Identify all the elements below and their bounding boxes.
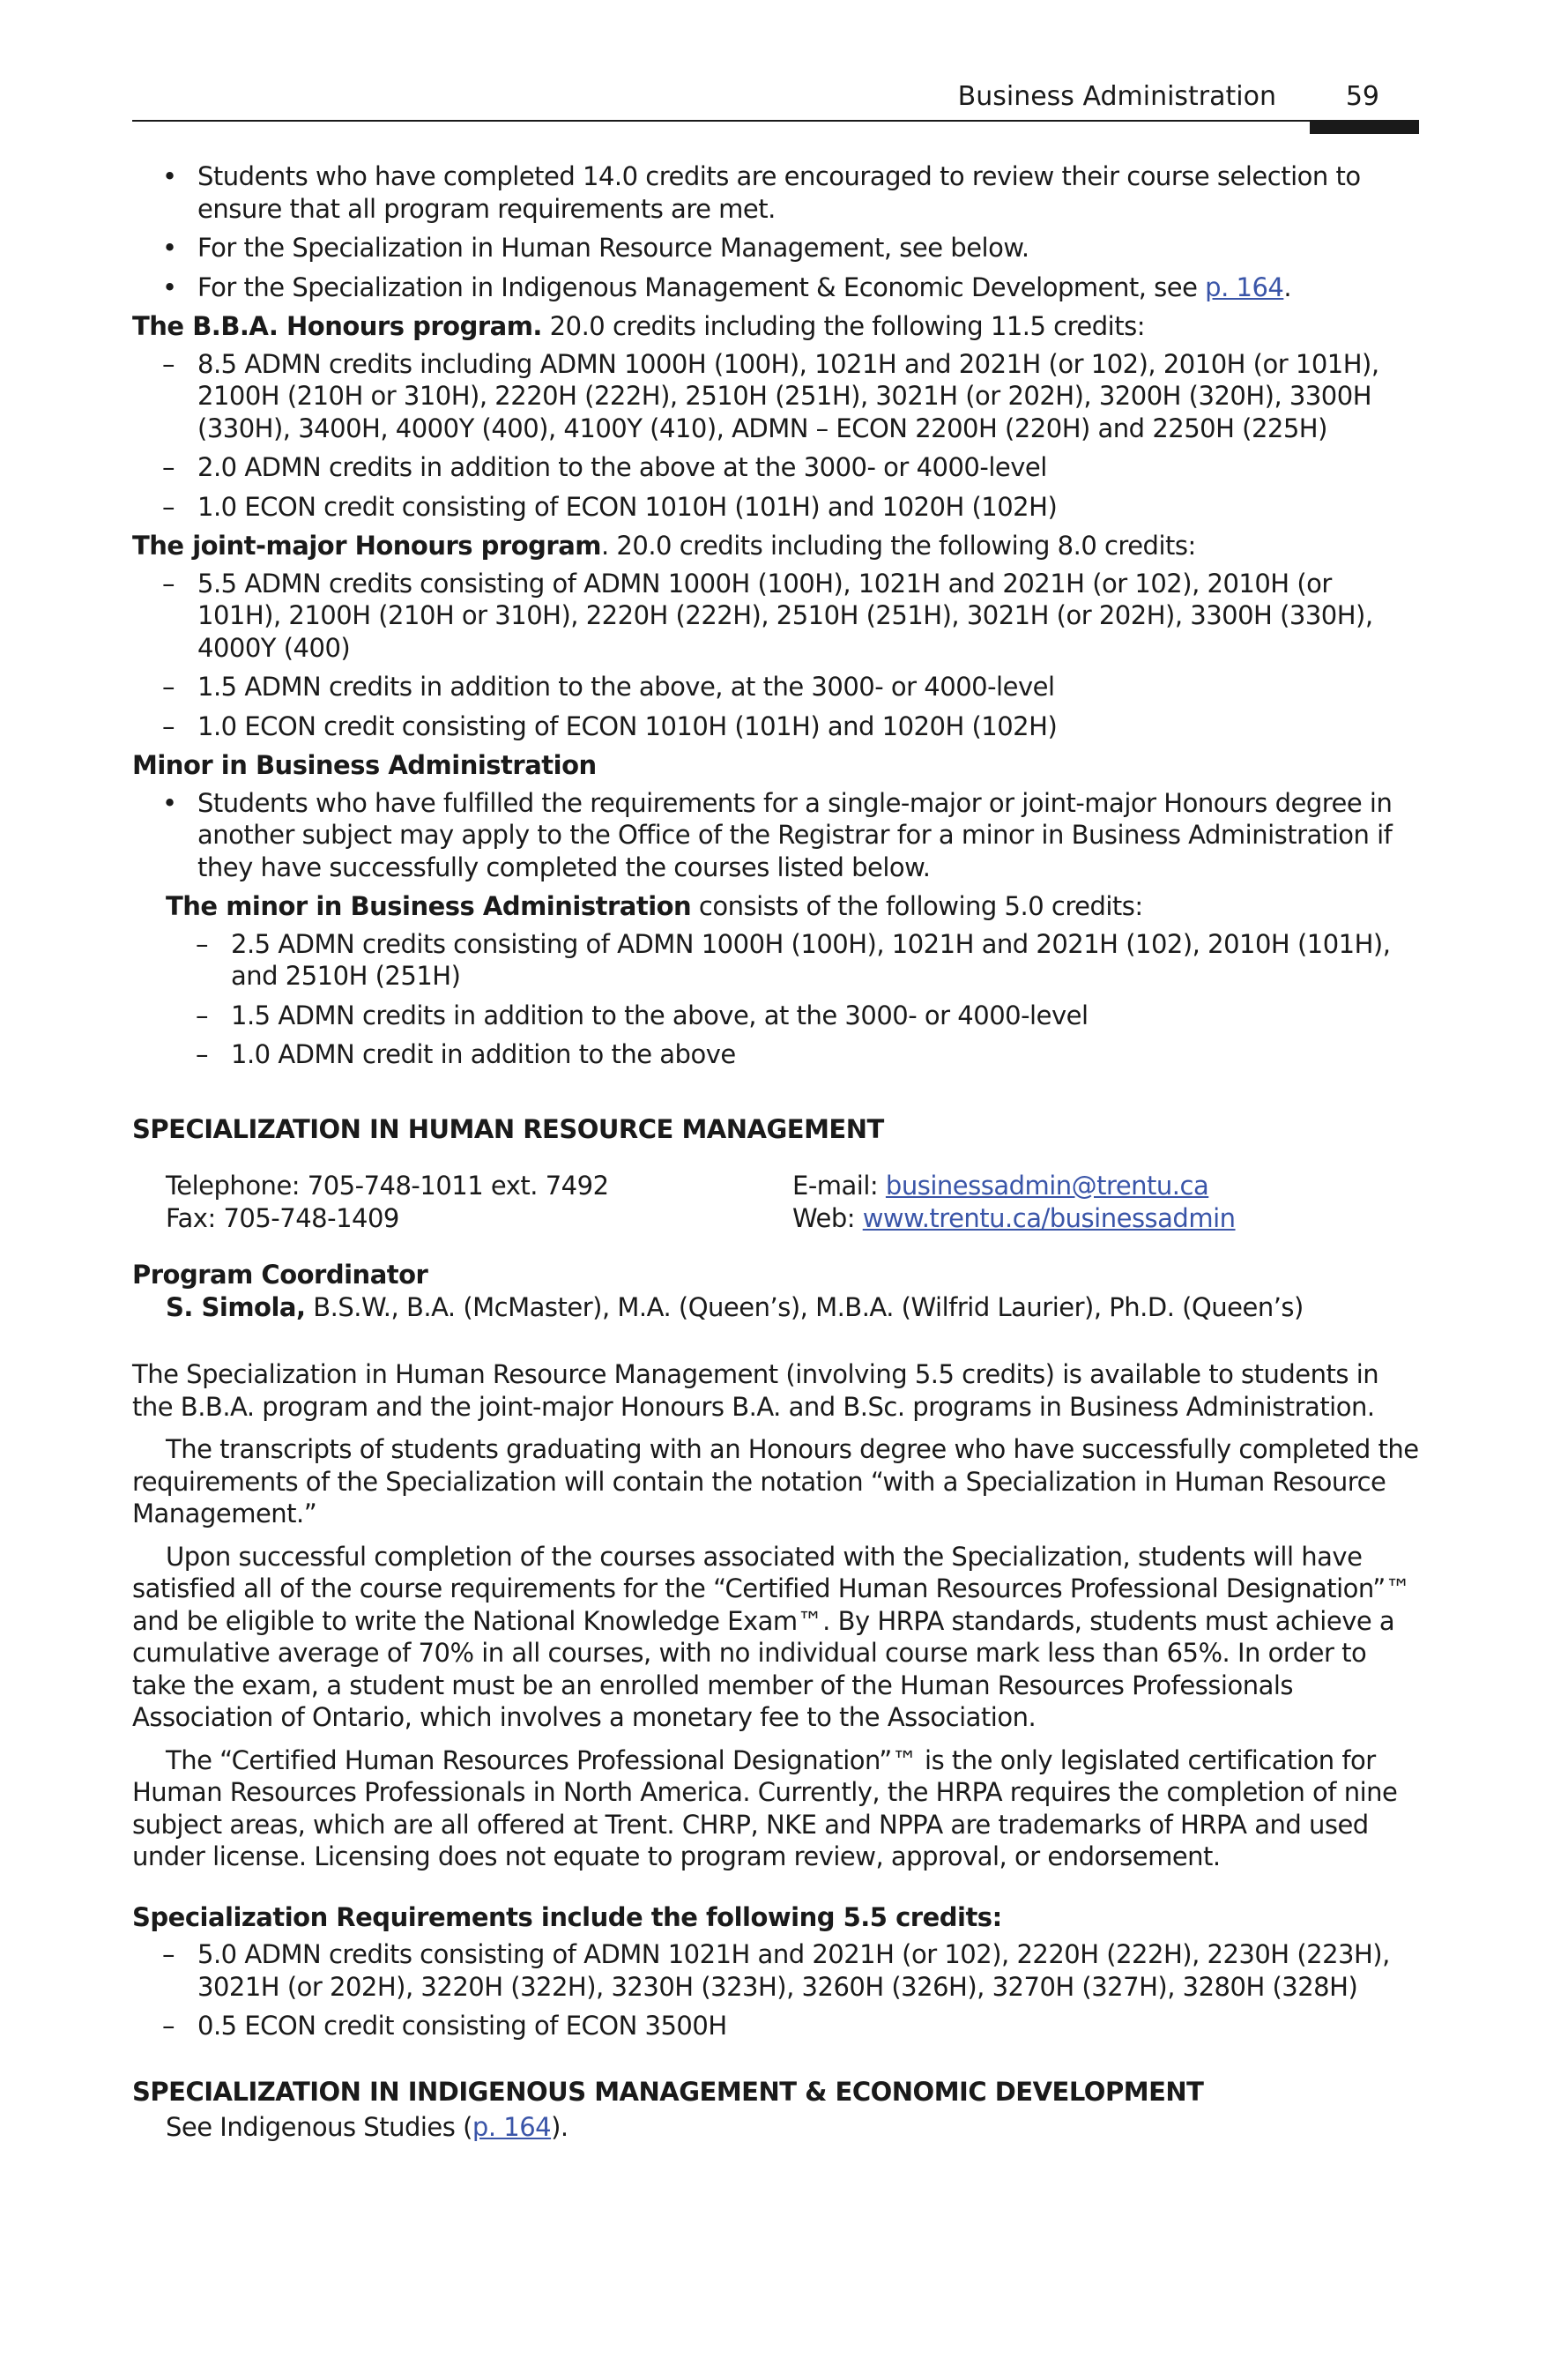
bba-requirements-list (132, 348, 1419, 524)
telephone: Telephone: 705-748-1011 ext. 7492 (166, 1171, 609, 1201)
list-item: – 5.0 ADMN credits consisting of ADMN 1021H and 2021H (or 102), 2220H (222H), 2230H (223H), 3021H (or 202H), 3220H (322H), 3230H (323H), 3260H (326H), 3270H (327H), 3280H (328H) (132, 1938, 1419, 2003)
minor-label: The minor in Business Administration (166, 891, 692, 921)
contact-phone-column (166, 1170, 792, 1234)
list-item (132, 271, 1419, 304)
bullet-punct: . (1283, 271, 1292, 302)
bba-program-intro (132, 310, 1419, 343)
list-item: • Students who have completed 14.0 credits are encouraged to review their course selection to ensure that all program requirements are met. (132, 160, 1419, 225)
list-item: – 2.0 ADMN credits in addition to the above at the 3000- or 4000-level (132, 451, 1419, 484)
joint-program-text: . 20.0 credits including the following 8.0 credits: (601, 531, 1196, 561)
hrm-paragraph: The transcripts of students graduating with an Honours degree who have successfully completed the requirements of the Specialization will contain the notation “with a Specialization in Human Resource Management.” (132, 1434, 1419, 1528)
joint-requirements-list (132, 568, 1419, 743)
joint-program-intro (132, 530, 1419, 562)
minor-intro (132, 890, 1419, 923)
requirements-heading: Specialization Requirements include the following 5.5 credits: (132, 1901, 1002, 1932)
coordinator-credentials: B.S.W., B.A. (McMaster), M.A. (Queen’s), M.B.A. (Wilfrid Laurier), Ph.D. (Queen’s) (305, 1291, 1304, 1322)
imed-heading: SPECIALIZATION IN INDIGENOUS MANAGEMENT & ECONOMIC DEVELOPMENT (132, 2076, 1204, 2107)
header-title: Business Administration (957, 81, 1276, 112)
bullet-text: For the Specialization in Indigenous Management & Economic Development, see (197, 271, 1206, 302)
page-content (132, 160, 1419, 2144)
intro-bullet-list (132, 160, 1419, 303)
page-number: 59 (1345, 81, 1379, 112)
joint-program-label: The joint-major Honours program (132, 531, 601, 561)
minor-requirements-list (132, 928, 1419, 1071)
bba-program-text: 20.0 credits including the following 11.5 credits: (541, 311, 1145, 341)
running-header (132, 81, 1419, 122)
list-item: – 1.5 ADMN credits in addition to the above, at the 3000- or 4000-level (132, 671, 1419, 703)
web-link[interactable]: www.trentu.ca/businessadmin (862, 1202, 1236, 1233)
page-164-link[interactable]: p. 164 (1205, 271, 1284, 302)
contact-online-column (792, 1170, 1419, 1234)
minor-bullet-list (132, 787, 1419, 884)
email-label: E-mail: (792, 1171, 886, 1201)
web-label: Web: (792, 1202, 863, 1233)
email-line (792, 1170, 1419, 1202)
web-line (792, 1202, 1419, 1235)
page-164-link[interactable]: p. 164 (472, 2112, 552, 2142)
list-item: – 1.0 ECON credit consisting of ECON 1010H (101H) and 1020H (102H) (132, 491, 1419, 524)
fax: Fax: 705-748-1409 (166, 1202, 399, 1233)
header-rule (132, 120, 1419, 122)
list-item: – 0.5 ECON credit consisting of ECON 3500H (132, 2010, 1419, 2042)
list-item: – 1.5 ADMN credits in addition to the above, at the 3000- or 4000-level (166, 1000, 1419, 1032)
see-punct: ). (551, 2112, 568, 2142)
list-item: – 8.5 ADMN credits including ADMN 1000H (100H), 1021H and 2021H (or 102), 2010H (or 101H), 2100H (210H or 310H), 2220H (222H), 2510H (251H), 3021H (or 202H), 3200H (320H), 3300H (330H), 3400H, 4000Y (400), 4100Y (410), ADMN – ECON 2200H (220H) and 2250H (225H) (132, 348, 1419, 445)
hrm-paragraph: The Specialization in Human Resource Management (involving 5.5 credits) is available to students in the B.B.A. program and the joint-major Honours B.A. and B.Sc. programs in Business Administration. (132, 1359, 1379, 1422)
list-item: – 1.0 ECON credit consisting of ECON 1010H (101H) and 1020H (102H) (132, 710, 1419, 743)
list-item: – 1.0 ADMN credit in addition to the above (166, 1038, 1419, 1071)
minor-text: consists of the following 5.0 credits: (691, 891, 1143, 921)
list-item: • For the Specialization in Human Resource Management, see below. (132, 232, 1419, 264)
list-item: – 2.5 ADMN credits consisting of ADMN 1000H (100H), 1021H and 2021H (102), 2010H (101H), and 2510H (251H) (166, 928, 1419, 993)
list-item: • Students who have fulfilled the requirements for a single-major or joint-major Honours degree in another subject may apply to the Office of the Registrar for a minor in Business Administration if they have successfully completed the courses listed below. (132, 787, 1419, 884)
coordinator-heading: Program Coordinator (132, 1260, 428, 1290)
bba-program-label: The B.B.A. Honours program. (132, 311, 542, 341)
coordinator-name: S. Simola, (166, 1291, 306, 1322)
contact-block (132, 1170, 1419, 1234)
page-number-bar (1310, 122, 1419, 134)
list-item: – 5.5 ADMN credits consisting of ADMN 1000H (100H), 1021H and 2021H (or 102), 2010H (or 101H), 2100H (210H or 310H), 2220H (222H), 2510H (251H), 3021H (or 202H), 3300H (330H), 4000Y (400) (132, 568, 1419, 665)
hrm-heading: SPECIALIZATION IN HUMAN RESOURCE MANAGEMENT (132, 1113, 884, 1144)
see-text: See Indigenous Studies ( (166, 2112, 472, 2142)
hrm-paragraph: Upon successful completion of the courses associated with the Specialization, students will have satisfied all of the course requirements for the “Certified Human Resources Professional Designation”™ and be eligible to write the National Knowledge Exam™. By HRPA standards, students must achieve a cumulative average of 70% in all courses, with no individual course mark less than 65%. In order to take the exam, a student must be an enrolled member of the Human Resources Professionals Association of Ontario, which involves a monetary fee to the Association. (132, 1541, 1411, 1732)
specialization-requirements-list (132, 1938, 1419, 2042)
hrm-paragraph: The “Certified Human Resources Professional Designation”™ is the only legislated certification for Human Resources Professionals in North America. Currently, the HRPA requires the completion of nine subject areas, which are all offered at Trent. CHRP, NKE and NPPA are trademarks of HRPA and used under license. Licensing does not equate to program review, approval, or endorsement. (132, 1744, 1398, 1871)
coordinator-line (132, 1291, 1419, 1324)
email-link[interactable]: businessadmin@trentu.ca (885, 1171, 1209, 1201)
minor-heading: Minor in Business Administration (132, 750, 597, 780)
imed-see-line (132, 2111, 1419, 2144)
